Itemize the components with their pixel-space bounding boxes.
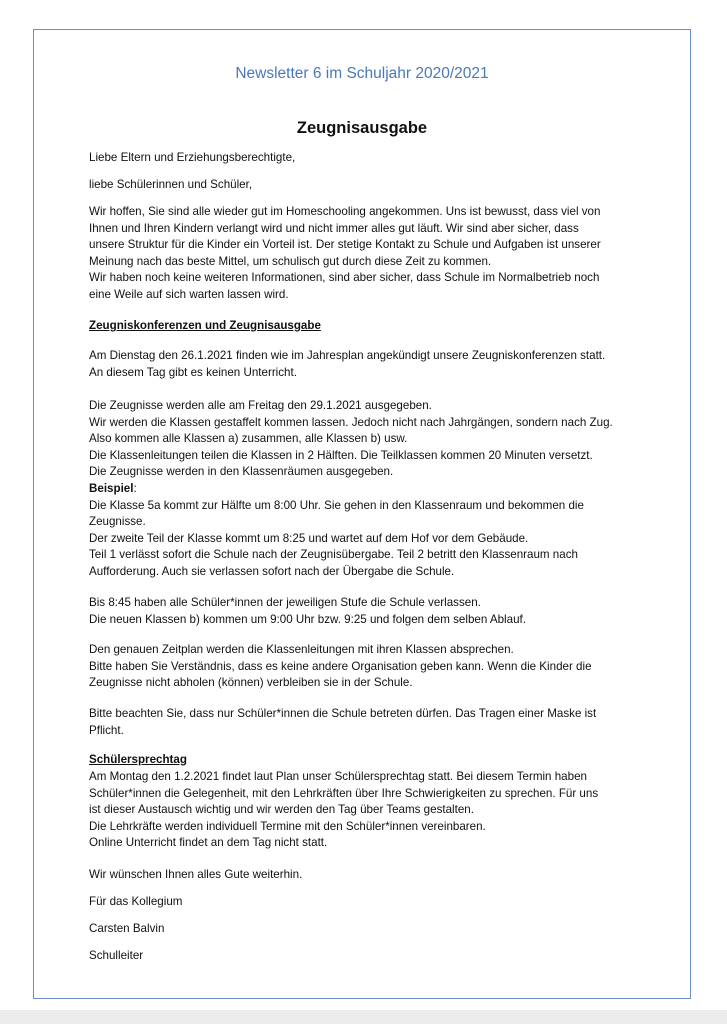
text-line: Zeugnisse. [89,515,146,529]
text-line: Die Zeugnisse werden in den Klassenräumen ausgegeben. [89,465,394,479]
intro-line: unsere Struktur für die Kinder ein Vorteil ist. Der stetige Kontakt zu Schule und Aufgaben ist unserer [89,238,601,252]
section1-paragraph-5 [89,706,669,739]
section1-paragraph-1 [89,348,669,381]
section1-paragraph-3 [89,595,669,628]
intro-line: eine Weile auf sich warten lassen wird. [89,287,289,301]
text-line: Bis 8:45 haben alle Schüler*innen der jeweiligen Stufe die Schule verlassen. [89,596,481,609]
text-line: An diesem Tag gibt es keinen Unterricht. [89,365,297,379]
section1-paragraph-4 [89,642,669,692]
text-line: Online Unterricht findet an dem Tag nicht statt. [89,836,328,850]
text-line: Schüler*innen die Gelegenheit, mit den Lehrkräften über Ihre Schwierigkeiten zu sprechen. Für uns [89,786,599,800]
section-heading-zeugniskonferenzen: Zeugniskonferenzen und Zeugnisausgabe [89,319,321,332]
text-line: Zeugnisse nicht abholen (können) verbleiben sie in der Schule. [89,676,413,690]
text-line: Pflicht. [89,723,124,737]
text-line: Bitte haben Sie Verständnis, dass es keine andere Organisation geben kann. Wenn die Kinder die [89,659,592,673]
text-line: Die neuen Klassen b) kommen um 9:00 Uhr bzw. 9:25 und folgen dem selben Ablauf. [89,612,526,626]
text-line: ist dieser Austausch wichtig und wir werden den Tag über Teams gestalten. [89,803,474,817]
text-line: Den genauen Zeitplan werden die Klassenleitungen mit ihren Klassen absprechen. [89,643,514,656]
text-line: Der zweite Teil der Klasse kommt um 8:25 und wartet auf dem Hof vor dem Gebäude. [89,531,529,545]
signatory-role: Schulleiter [89,949,144,962]
intro-paragraph [89,204,669,304]
document-title: Zeugnisausgabe [296,119,428,137]
example-colon: : [133,481,137,495]
newsletter-heading: Newsletter 6 im Schuljahr 2020/2021 [235,65,489,82]
section-heading-schuelersprechtag: Schülersprechtag [89,753,187,766]
text-line: Aufforderung. Auch sie verlassen sofort nach der Übergabe die Schule. [89,564,455,578]
text-line: Am Dienstag den 26.1.2021 finden wie im Jahresplan angekündigt unsere Zeugniskonferenzen statt. [89,349,606,362]
example-label-line [89,481,669,498]
greeting-line-1: Liebe Eltern und Erziehungsberechtigte, [89,151,296,164]
text-line: Die Zeugnisse werden alle am Freitag den 29.1.2021 ausgegeben. [89,399,432,412]
text-line: Teil 1 verlässt sofort die Schule nach der Zeugnisübergabe. Teil 2 betritt den Klassenraum nach [89,548,578,562]
intro-line: Ihnen und Ihren Kindern verlangt wird und nicht immer alles gut läuft. Wir sind aber sicher, dass [89,221,579,235]
section1-paragraph-2 [89,398,669,581]
greeting-line-2: liebe Schülerinnen und Schüler, [89,178,253,191]
intro-line: Meinung nach das beste Mittel, um schulisch gut durch diese Zeit zu kommen. [89,254,492,268]
text-line: Die Lehrkräfte werden individuell Termine mit den Schüler*innen vereinbaren. [89,819,486,833]
text-line: Die Klasse 5a kommt zur Hälfte um 8:00 Uhr. Sie gehen in den Klassenraum und bekommen die [89,498,584,512]
signatory-name: Carsten Balvin [89,922,165,935]
closing-wishes: Wir wünschen Ihnen alles Gute weiterhin. [89,868,303,881]
intro-line: Wir haben noch keine weiteren Informationen, sind aber sicher, dass Schule im Normalbetrieb noch [89,271,600,285]
text-line: Wir werden die Klassen gestaffelt kommen lassen. Jedoch nicht nach Jahrgängen, sondern nach Zug. [89,415,613,429]
section2-paragraph-1 [89,769,669,852]
text-line: Bitte beachten Sie, dass nur Schüler*innen die Schule betreten dürfen. Das Tragen einer Maske ist [89,707,597,720]
text-line: Die Klassenleitungen teilen die Klassen in 2 Hälften. Die Teilklassen kommen 20 Minuten versetzt. [89,448,593,462]
text-line: Also kommen alle Klassen a) zusammen, alle Klassen b) usw. [89,432,408,446]
closing-for: Für das Kollegium [89,895,183,908]
text-line: Am Montag den 1.2.2021 findet laut Plan unser Schülersprechtag statt. Bei diesem Termin haben [89,770,587,783]
intro-line: Wir hoffen, Sie sind alle wieder gut im Homeschooling angekommen. Uns ist bewusst, dass viel von [89,205,601,218]
page-bottom-margin [0,1010,727,1024]
example-label: Beispiel [89,481,134,495]
